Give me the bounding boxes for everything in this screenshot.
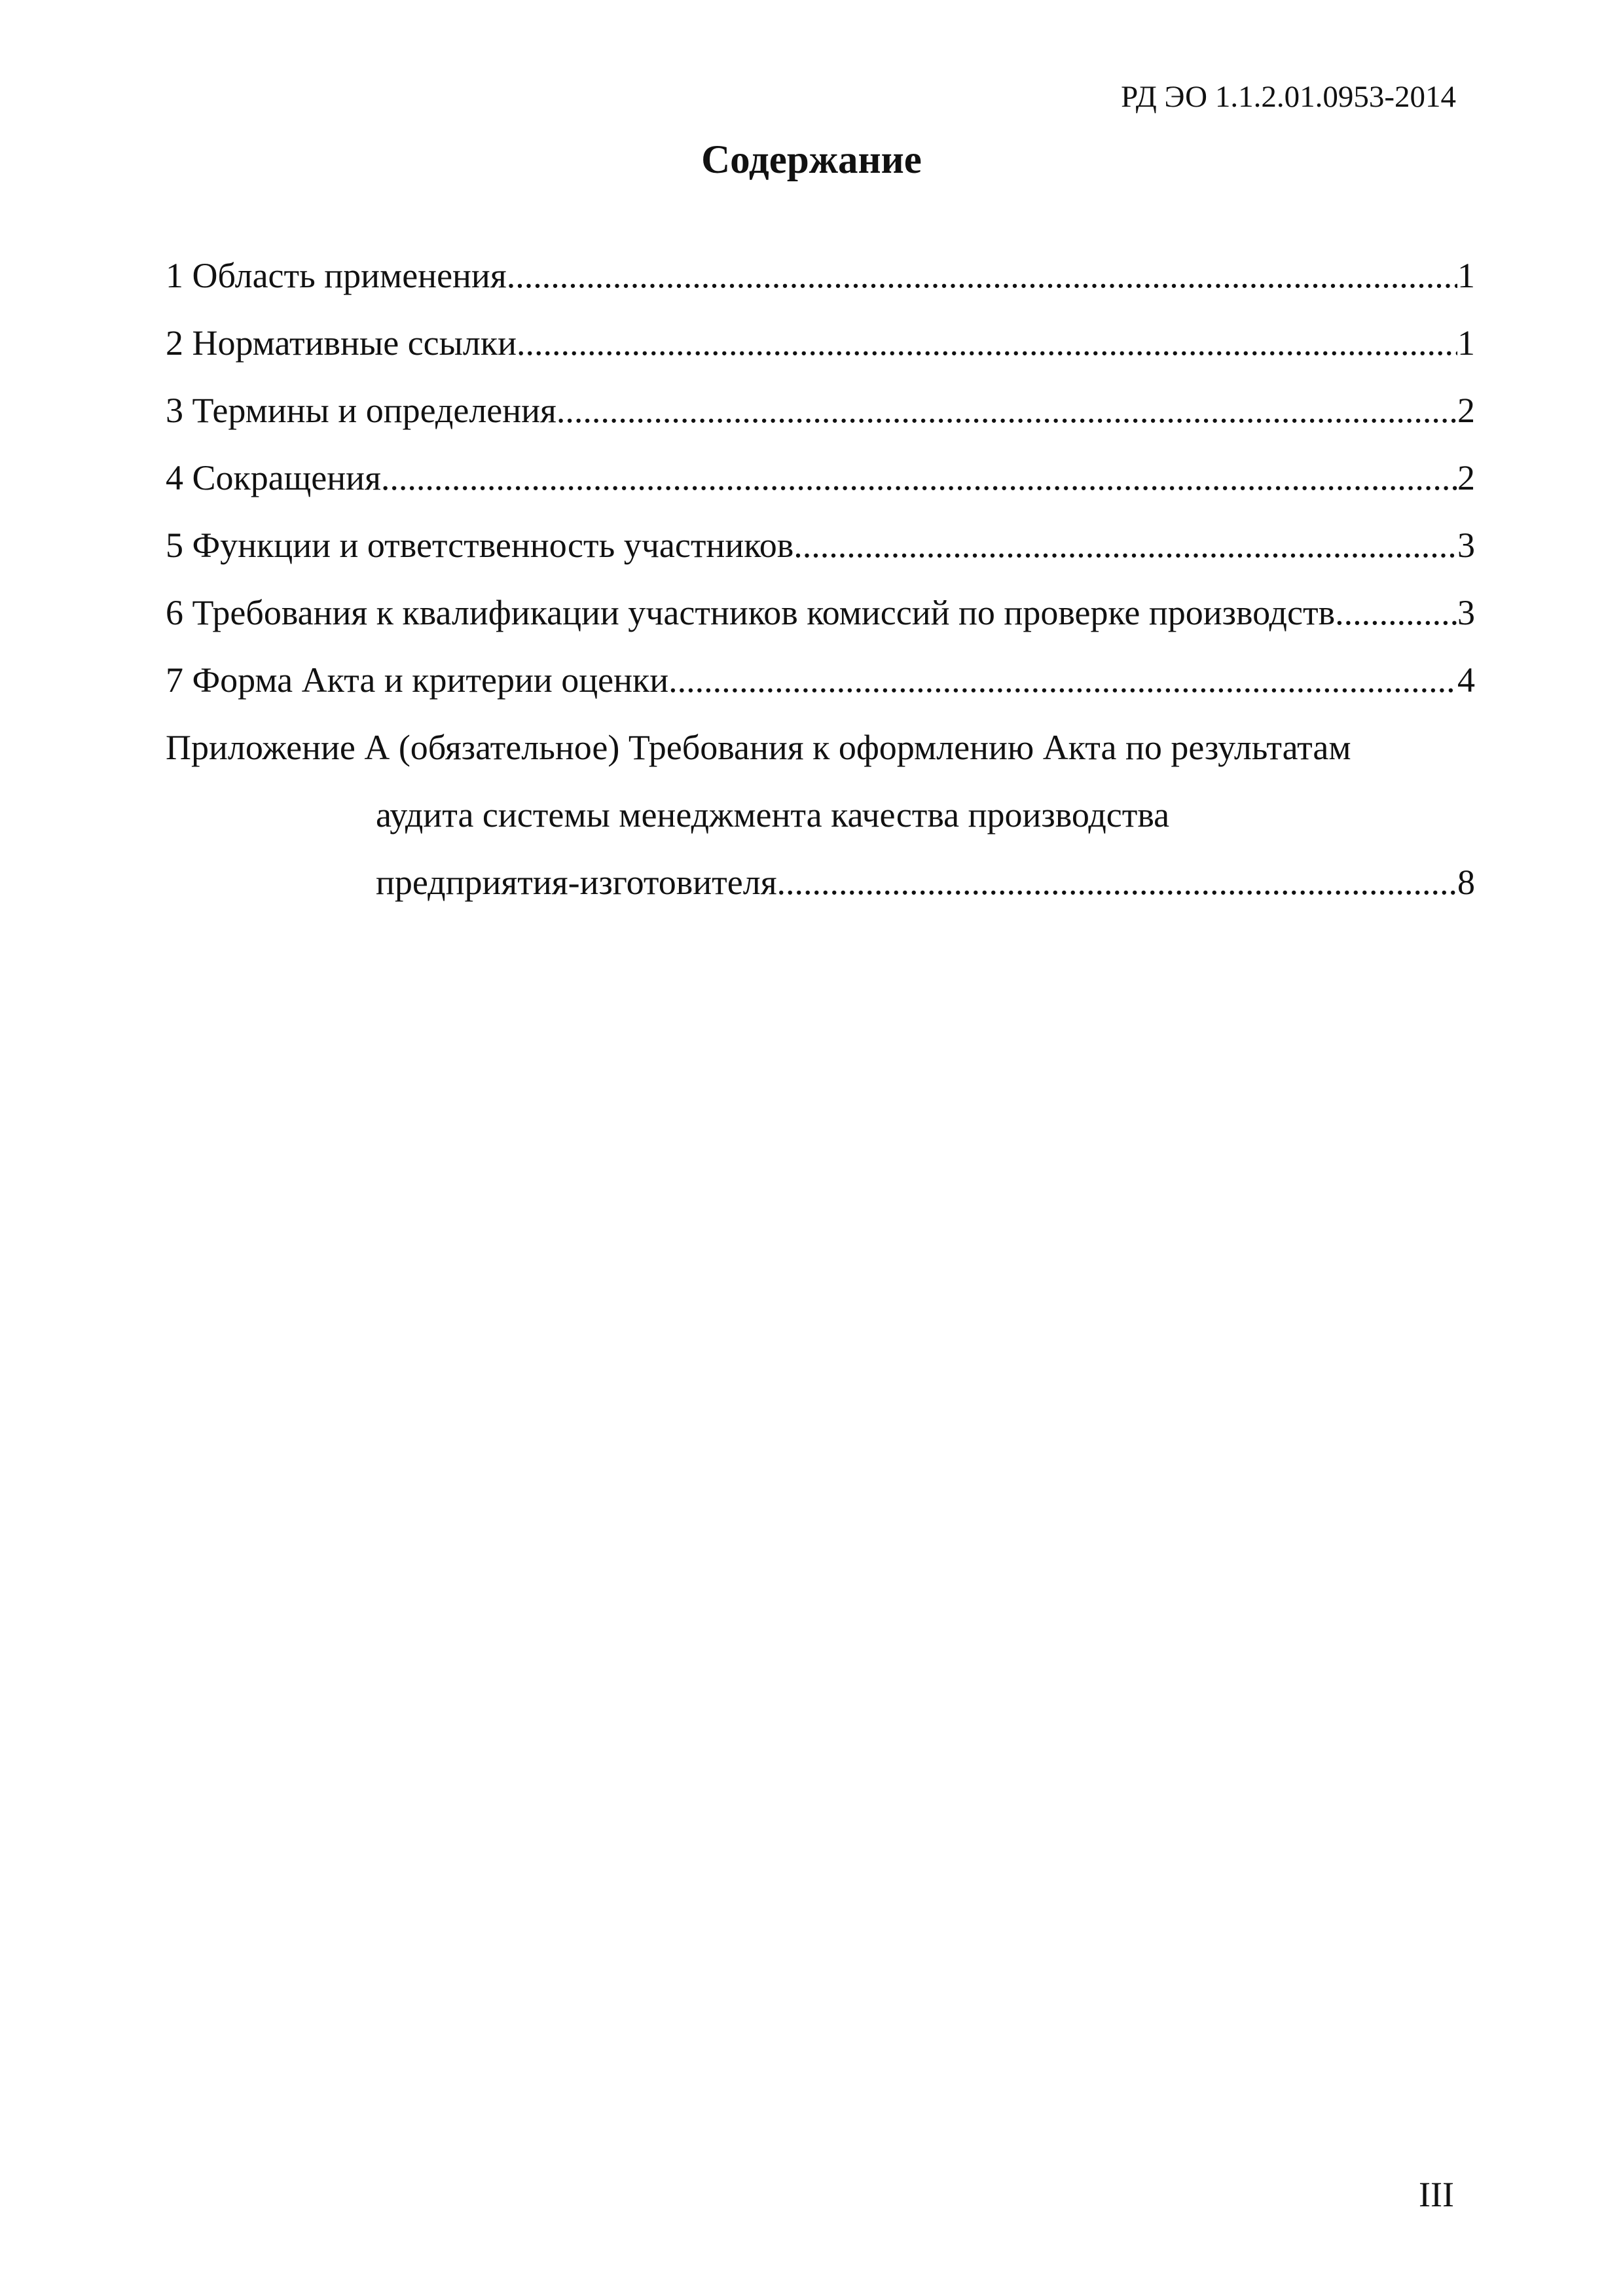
toc-entry[interactable] bbox=[166, 444, 1475, 512]
toc-appendix-entry[interactable] bbox=[166, 714, 1475, 916]
appendix-title-line-1: Приложение А (обязательное) Требования к оформлению Акта по результатам bbox=[166, 728, 1351, 767]
appendix-title-line-2: аудита системы менеджмента качества производства bbox=[376, 795, 1170, 834]
toc-entry-label: 3 Термины и определения bbox=[166, 391, 556, 430]
dot-leader bbox=[556, 377, 1457, 444]
dot-leader bbox=[507, 242, 1457, 310]
dot-leader bbox=[668, 647, 1457, 714]
toc-entry-page: 3 bbox=[1457, 526, 1475, 565]
toc-entry[interactable] bbox=[166, 377, 1475, 444]
dot-leader bbox=[793, 512, 1457, 579]
page-title: Содержание bbox=[701, 138, 922, 182]
toc-entry[interactable] bbox=[166, 579, 1475, 647]
appendix-title-line-3 bbox=[166, 849, 1475, 916]
toc-entry-label: 7 Форма Акта и критерии оценки bbox=[166, 660, 669, 700]
toc-entry-label: 4 Сокращения bbox=[166, 458, 381, 497]
toc-entry-page: 8 bbox=[1457, 863, 1475, 902]
toc-entry-label: предприятия-изготовителя bbox=[376, 863, 777, 902]
toc-entry-page: 2 bbox=[1457, 391, 1475, 430]
dot-leader bbox=[1335, 579, 1457, 647]
document-code: РД ЭО 1.1.2.01.0953-2014 bbox=[1121, 80, 1456, 114]
dot-leader bbox=[777, 849, 1457, 916]
toc-entry-label: 2 Нормативные ссылки bbox=[166, 323, 517, 363]
toc-entry[interactable] bbox=[166, 512, 1475, 579]
toc-entry-label: 6 Требования к квалификации участников комиссий по проверке производств bbox=[166, 593, 1336, 632]
dot-leader bbox=[517, 310, 1457, 377]
toc-entry-page: 1 bbox=[1457, 256, 1475, 295]
toc-entry-page: 4 bbox=[1457, 660, 1475, 700]
toc-entry-page: 3 bbox=[1457, 593, 1475, 632]
toc-entry[interactable] bbox=[166, 310, 1475, 377]
toc-entry[interactable] bbox=[166, 647, 1475, 714]
page-number: III bbox=[1419, 2175, 1454, 2214]
toc-entry-page: 1 bbox=[1457, 323, 1475, 363]
toc-entry-label: 5 Функции и ответственность участников bbox=[166, 526, 794, 565]
table-of-contents bbox=[166, 242, 1475, 916]
toc-entry[interactable] bbox=[166, 242, 1475, 310]
dot-leader bbox=[381, 444, 1457, 512]
toc-entry-page: 2 bbox=[1457, 458, 1475, 497]
toc-entry-label: 1 Область применения bbox=[166, 256, 507, 295]
